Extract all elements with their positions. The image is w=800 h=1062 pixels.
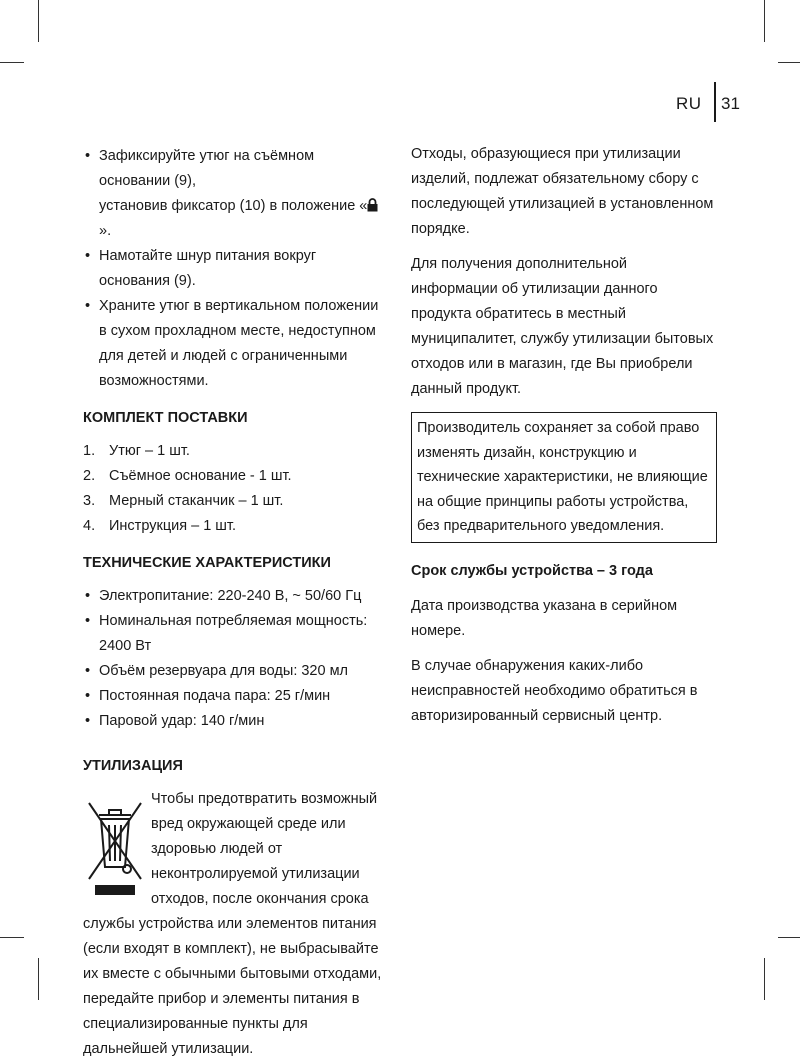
crop-mark <box>764 958 765 1000</box>
language-code: RU <box>676 94 702 113</box>
crop-mark <box>0 937 24 938</box>
package-heading: КОМПЛЕКТ ПОСТАВКИ <box>83 410 248 426</box>
package-list <box>83 439 383 539</box>
disposal-heading: УТИЛИЗАЦИЯ <box>83 758 183 774</box>
disposal-text: Чтобы предотвратить возможный вред окружающей среде или здоровью людей от неконтролируемой утилизации отходов, после окончания срока службы устройства или элементов питания (если входят в комплект), не выбрасывайте их вместе с обычными бытовыми отходами, передайте прибор и элементы питания в специализированные пункты для дальнейшей утилизации. <box>83 791 382 1057</box>
crop-mark <box>778 62 800 63</box>
disposal-block <box>83 787 383 1062</box>
crop-mark <box>38 0 39 42</box>
right-column <box>411 142 717 739</box>
list-item: • Объём резервуара для воды: 320 мл <box>83 659 383 684</box>
list-item: 2. Съёмное основание - 1 шт. <box>83 468 292 484</box>
list-item: • Зафиксируйте утюг на съёмном основании (9), установив фиксатор (10) в положение «». <box>83 144 383 244</box>
crop-mark <box>778 937 800 938</box>
crop-mark <box>38 958 39 1000</box>
left-column <box>83 144 383 1062</box>
paragraph: Отходы, образующиеся при утилизации изделий, подлежат обязательному сбору с последующей утилизацией в установленном порядке. <box>411 146 714 237</box>
lock-icon <box>367 198 378 212</box>
list-item: • Номинальная потребляемая мощность: 2400 Вт <box>83 609 383 659</box>
specs-list <box>83 584 383 734</box>
page-number: 31 <box>721 94 740 113</box>
list-item: • Постоянная подача пара: 25 г/мин <box>83 684 383 709</box>
paragraph: Для получения дополнительной информации об утилизации данного продукта обратитесь в местный муниципалитет, службу утилизации бытовых отходов или в магазин, где Вы приобрели данный продукт. <box>411 256 714 397</box>
manufacturer-notice: Производитель сохраняет за собой право изменять дизайн, конструкцию и технические характеристики, не влияющие на общие принципы работы устройства, без предварительного уведомления. <box>411 412 717 543</box>
list-item: • Храните утюг в вертикальном положении в сухом прохладном месте, недоступном для детей и людей с ограниченными возможностями. <box>83 294 383 394</box>
list-item: 4. Инструкция – 1 шт. <box>83 518 236 534</box>
list-item: • Электропитание: 220-240 В, ~ 50/60 Гц <box>83 584 383 609</box>
list-item: • Намотайте шнур питания вокруг основания (9). <box>83 244 383 294</box>
malfunction-note: В случае обнаружения каких-либо неисправностей необходимо обратиться в авторизированный сервисный центр. <box>411 657 698 724</box>
crop-mark <box>0 62 24 63</box>
storage-list <box>83 144 383 394</box>
service-life: Срок службы устройства – 3 года <box>411 562 653 579</box>
crop-mark <box>764 0 765 42</box>
list-item: • Паровой удар: 140 г/мин <box>83 709 383 734</box>
header-divider <box>714 82 716 122</box>
crossed-bin-icon <box>87 793 143 903</box>
production-date: Дата производства указана в серийном номере. <box>411 597 678 639</box>
specs-heading: ТЕХНИЧЕСКИЕ ХАРАКТЕРИСТИКИ <box>83 555 331 571</box>
list-item: 1. Утюг – 1 шт. <box>83 443 190 459</box>
list-item: 3. Мерный стаканчик – 1 шт. <box>83 493 284 509</box>
